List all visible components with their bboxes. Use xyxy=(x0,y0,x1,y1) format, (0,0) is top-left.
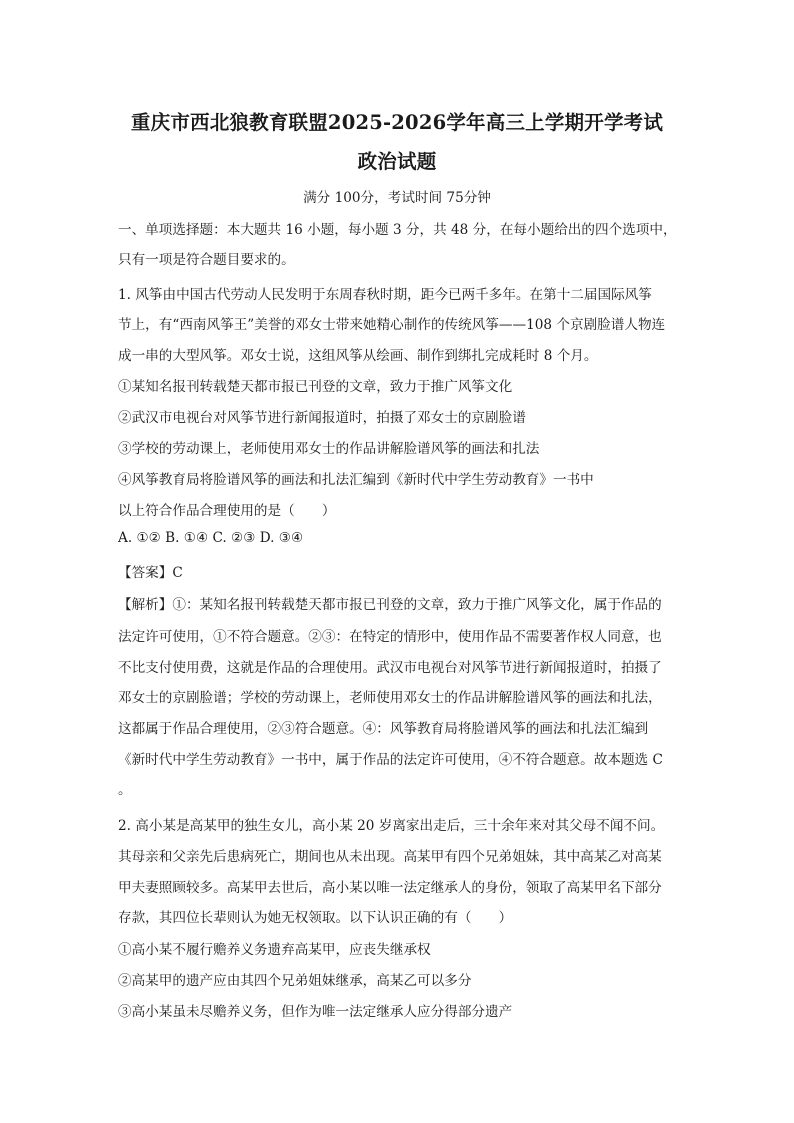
question-1-stem-line: 1. 风筝由中国古代劳动人民发明于东周春秋时期，距今已两千多年。在第十二届国际风筝 xyxy=(118,287,652,303)
question-1-analysis-line: 。 xyxy=(118,782,132,798)
question-1-options: A. ①② B. ①④ C. ②③ D. ③④ xyxy=(118,530,304,546)
question-1-analysis-line: 【解析】①：某知名报刊转载楚天都市报已刊登的文章，致力于推广风筝文化，属于作品的 xyxy=(118,597,662,613)
section-intro-line: 只有一项是符合题目要求的。 xyxy=(118,252,295,268)
exam-title: 重庆市西北狼教育联盟2025-2026学年高三上学期开学考试 xyxy=(130,111,664,134)
question-1-stem-line: 节上，有“西南风筝王”美誉的邓女士带来她精心制作的传统风筝——108 个京剧脸谱人物连 xyxy=(118,317,666,333)
question-1-prompt: 以上符合作品合理使用的是（ ） xyxy=(118,503,336,519)
question-1-analysis-line: 法定许可使用，①不符合题意。②③：在特定的情形中，使用作品不需要著作权人同意，也 xyxy=(118,629,662,645)
exam-subtitle: 政治试题 xyxy=(357,150,437,173)
question-1-item: ④风筝教育局将脸谱风筝的画法和扎法汇编到《新时代中学生劳动教育》一书中 xyxy=(118,472,594,488)
question-1-answer: 【答案】C xyxy=(118,565,183,581)
question-2-item: ③高小某虽未尽赡养义务，但作为唯一法定继承人应分得部分遗产 xyxy=(118,1004,513,1020)
question-2-item: ①高小某不履行赡养义务遗弃高某甲，应丧失继承权 xyxy=(118,942,431,958)
question-2-stem-line: 其母亲和父亲先后患病死亡，期间也从未出现。高某甲有四个兄弟姐妹，其中高某乙对高某 xyxy=(118,849,662,865)
exam-info: 满分 100分，考试时间 75分钟 xyxy=(303,190,491,206)
question-2-stem-line: 2. 高小某是高某甲的独生女儿，高小某 20 岁离家出走后，三十余年来对其父母不闻不问。 xyxy=(118,818,665,834)
question-2-stem-line: 甲夫妻照顾较多。高某甲去世后，高小某以唯一法定继承人的身份，领取了高某甲名下部分 xyxy=(118,880,662,896)
question-1-analysis-line: 邓女士的京剧脸谱；学校的劳动课上，老师使用邓女士的作品讲解脸谱风筝的画法和扎法， xyxy=(118,690,662,706)
question-1-item: ①某知名报刊转载楚天都市报已刊登的文章，致力于推广风筝文化 xyxy=(118,379,513,395)
question-1-analysis-line: 不比支付使用费，这就是作品的合理使用。武汉市电视台对风筝节进行新闻报道时，拍摄了 xyxy=(118,660,662,676)
question-1-item: ③学校的劳动课上，老师使用邓女士的作品讲解脸谱风筝的画法和扎法 xyxy=(118,441,540,457)
question-1-item: ②武汉市电视台对风筝节进行新闻报道时，拍摄了邓女士的京剧脸谱 xyxy=(118,410,526,426)
question-1-analysis-line: 这都属于作品合理使用，②③符合题意。④：风筝教育局将脸谱风筝的画法和扎法汇编到 xyxy=(118,721,649,737)
question-2-stem-line: 存款，其四位长辈则认为她无权领取。以下认识正确的有（ ） xyxy=(118,910,513,926)
question-1-stem-line: 成一串的大型风筝。邓女士说，这组风筝从绘画、制作到绑扎完成耗时 8 个月。 xyxy=(118,348,598,364)
section-intro-line: 一、单项选择题：本大题共 16 小题，每小题 3 分，共 48 分，在每小题给出的四个选项中， xyxy=(118,222,677,238)
question-1-analysis-line: 《新时代中学生劳动教育》一书中，属于作品的法定许可使用，④不符合题意。故本题选 C xyxy=(118,752,663,768)
question-2-item: ②高某甲的遗产应由其四个兄弟姐妹继承，高某乙可以多分 xyxy=(118,973,472,989)
